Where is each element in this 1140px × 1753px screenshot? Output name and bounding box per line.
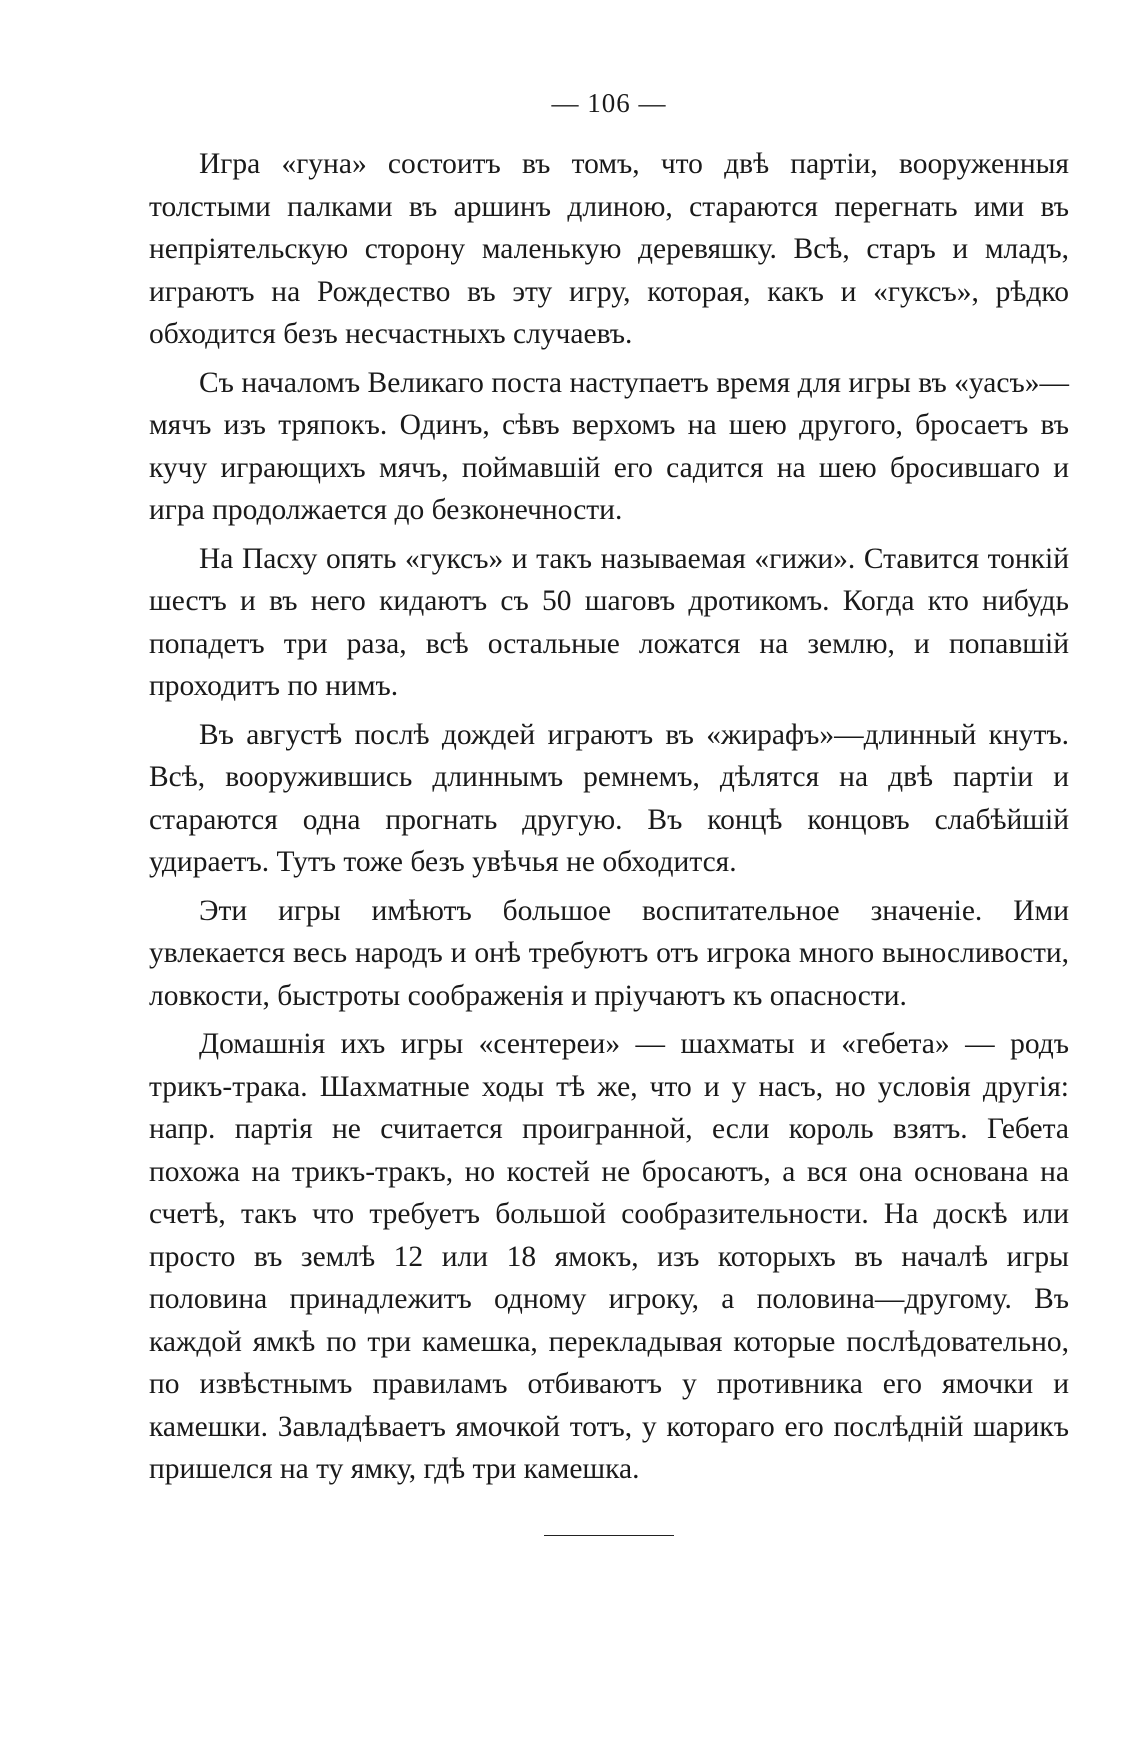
end-divider bbox=[544, 1535, 674, 1536]
paragraph-guna: Игра «гуна» состоитъ въ томъ, что двѣ партіи, вооруженныя толстыми палками въ аршинъ длиною, стараются перегнать ими въ непріятельскую сторону маленькую деревяшку. Всѣ, старъ и младъ, играютъ на Рождество въ эту игру, которая, какъ и «гуксъ», рѣдко обходится безъ несчастныхъ случаевъ. bbox=[149, 148, 1069, 350]
paragraph-gizhi: На Пасху опять «гуксъ» и такъ называемая «гижи». Ставится тонкій шестъ и въ него кидаютъ съ 50 шаговъ дротикомъ. Когда кто нибудь попадетъ три раза, всѣ остальные ложатся на землю, и попавшій проходитъ по нимъ. bbox=[149, 542, 1069, 702]
paragraph-education: Эти игры имѣютъ большое воспитательное значеніе. Ими увлекается весь народъ и онѣ требуютъ отъ игрока много выносливости, ловкости, быстроты соображенія и пріучаютъ къ опасности. bbox=[149, 894, 1069, 1012]
page-number: — 106 — bbox=[551, 88, 667, 118]
book-page bbox=[149, 88, 1069, 1536]
paragraph-home-games: Домашнія ихъ игры «сентереи» — шахматы и «гебета» — родъ трикъ-трака. Шахматные ходы тѣ же, что и у насъ, но условія другія: напр. партія не считается проигранной, если король взятъ. Гебета похожа на трикъ-тракъ, но костей не бросаютъ, а вся она основана на счетѣ, такъ что требуетъ большой сообразительности. На доскѣ или просто въ землѣ 12 или 18 ямокъ, изъ которыхъ въ началѣ игры половина принадлежитъ одному игроку, а половина—другому. Въ каждой ямкѣ по три камешка, перекладывая которые послѣдовательно, по извѣстнымъ правиламъ отбиваютъ у противника его ямочки и камешки. Завладѣваетъ ямочкой тотъ, у котораго его послѣдній шарикъ пришелся на ту ямку, гдѣ три камешка. bbox=[149, 1028, 1069, 1485]
paragraph-zhiraf: Въ августѣ послѣ дождей играютъ въ «жирафъ»—длинный кнутъ. Всѣ, вооружившись длиннымъ ремнемъ, дѣлятся на двѣ партіи и стараются одна прогнать другую. Въ концѣ концовъ слабѣйшій удираетъ. Тутъ тоже безъ увѣчья не обходится. bbox=[149, 718, 1069, 878]
paragraph-uas: Съ началомъ Великаго поста наступаетъ время для игры въ «уасъ»—мячъ изъ тряпокъ. Одинъ, сѣвъ верхомъ на шею другого, бросаетъ въ кучу играющихъ мячъ, поймавшій его садится на шею бросившаго и игра продолжается до безконечности. bbox=[149, 366, 1069, 526]
